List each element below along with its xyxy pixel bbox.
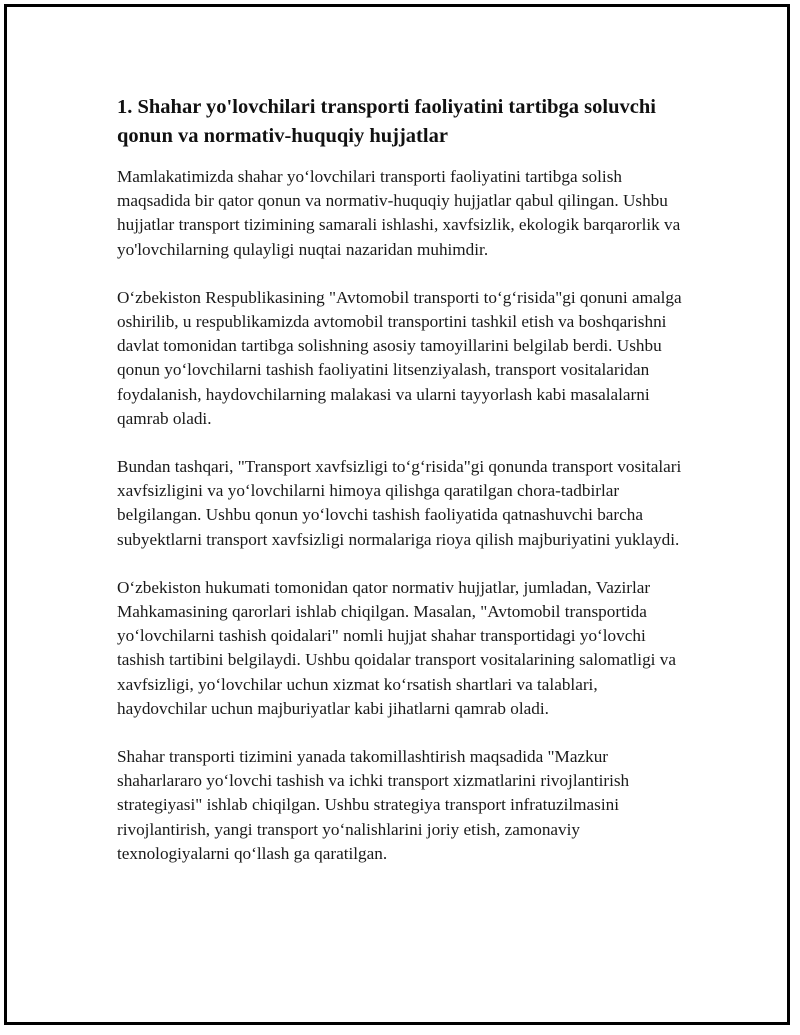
paragraph-1: Mamlakatimizda shahar yo‘lovchilari transporti faoliyatini tartibga solish maqsadida bir qator qonun va normativ-huquqiy hujjatlar qabul qilingan. Ushbu hujjatlar transport tizimining samarali ishlashi, xavfsizlik, ekologik barqarorlik va yo'lovchilarning qulayligi nuqtai nazaridan muhimdir. <box>117 167 681 259</box>
document-body <box>117 93 691 890</box>
section-heading: 1. Shahar yo'lovchilari transporti faoliyatini tartibga soluvchi qonun va normativ-huquqiy hujjatlar <box>117 96 656 147</box>
paragraph-3: Bundan tashqari, "Transport xavfsizligi to‘g‘risida"gi qonunda transport vositalari xavfsizligini va yo‘lovchilarni himoya qilishga qaratilgan chora-tadbirlar belgilangan. Ushbu qonun yo‘lovchi tashish faoliyatida qatnashuvchi barcha subyektlarni transport xavfsizligi normalariga rioya qilish majburiyatini yuklaydi. <box>117 457 682 549</box>
paragraph-2: O‘zbekiston Respublikasining "Avtomobil transporti to‘g‘risida"gi qonuni amalga oshirilib, u respublikamizda avtomobil transportini tashkil etish va boshqarishni davlat tomonidan tartibga solishning asosiy tamoyillarini belgilab berdi. Ushbu qonun yo‘lovchilarni tashish faoliyatini litsenziyalash, transport vositalaridan foydalanish, haydovchilarning malakasi va ularni tayyorlash kabi masalalarni qamrab oladi. <box>117 287 682 428</box>
paragraph-5: Shahar transporti tizimini yanada takomillashtirish maqsadida "Mazkur shaharlararo yo‘lovchi tashish va ichki transport xizmatlarini rivojlantirish strategiyasi" ishlab chiqilgan. Ushbu strategiya transport infratuzilmasini rivojlantirish, yangi transport yo‘nalishlarini joriy etish, zamonaviy texnologiyalarni qo‘llash ga qaratilgan. <box>117 747 630 863</box>
paragraph-4: O‘zbekiston hukumati tomonidan qator normativ hujjatlar, jumladan, Vazirlar Mahkamasining qarorlari ishlab chiqilgan. Masalan, "Avtomobil transportida yo‘lovchilarni tashish qoidalari" nomli hujjat shahar transportidagi yo‘lovchi tashish tartibini belgilaydi. Ushbu qoidalar transport vositalarining salomatligi va xavfsizligi, yo‘lovchilar uchun xizmat ko‘rsatish shartlari va talablari, haydovchilar uchun majburiyatlar kabi jihatlarni qamrab oladi. <box>117 577 676 718</box>
